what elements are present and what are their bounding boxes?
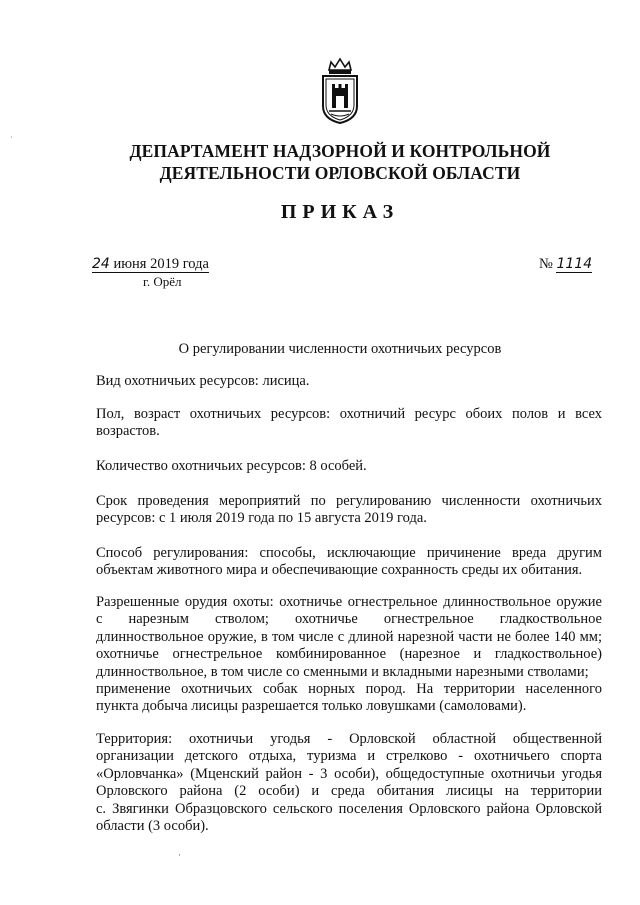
paragraph-line: Пол, возраст охотничьих ресурсов: охотничий ресурс обоих полов и всех xyxy=(96,406,602,422)
department-line-1: ДЕПАРТАМЕНТ НАДЗОРНОЙ И КОНТРОЛЬНОЙ xyxy=(129,141,551,161)
paragraph-species xyxy=(96,373,602,390)
paragraph-line: Территория: охотничьи угодья - Орловской областной общественной xyxy=(96,731,602,747)
paragraph-line: Орловского района (2 особи) и среда обитания лисицы на территории xyxy=(96,783,602,800)
paragraph-territory xyxy=(96,731,602,835)
paragraph-line: Количество охотничьих ресурсов: 8 особей. xyxy=(96,458,367,474)
paragraph-line: Способ регулирования: способы, исключающие причинение вреда другим xyxy=(96,545,602,561)
paragraph-weapons xyxy=(96,594,602,716)
order-subject: О регулировании численности охотничьих ресурсов xyxy=(178,341,502,357)
paragraph-line: организации детского отдыха, туризма и стрелково - охотничьего спорта xyxy=(96,748,602,765)
order-date xyxy=(92,256,209,273)
paragraph-line: области (3 особи). xyxy=(96,818,209,835)
paragraph-line: применение охотничьих собак норных пород. На территории населенного xyxy=(96,681,602,698)
scan-mark: · xyxy=(10,133,13,142)
paragraph-line: объектам животного мира и обеспечивающие сохранность среды их обитания. xyxy=(96,562,583,579)
paragraph-line: «Орловчанка» (Мценский район - 3 особи), общедоступные охотничьи угодья xyxy=(96,765,602,782)
paragraph-line: длинноствольное, в том числе со сменными и вкладными нарезными стволами; xyxy=(96,663,589,680)
paragraph-line: охотничье огнестрельное комбинированное (нарезное и гладкоствольное) xyxy=(96,646,602,663)
paragraph-line: пункта добыча лисицы разрешается только ловушками (самоловами). xyxy=(96,698,527,715)
paragraph-line: Разрешенные орудия охоты: охотничье огнестрельное длинноствольное оружие xyxy=(96,594,602,610)
order-number-value: 1114 xyxy=(556,256,593,272)
paragraph-line: длинноствольное оружие, в том числе с длиной нарезной части не более 140 мм; xyxy=(96,628,602,645)
paragraph-line: ресурсов: с 1 июля 2019 года по 15 августа 2019 года. xyxy=(96,510,427,527)
order-number-prefix: № xyxy=(539,256,553,272)
department-line-2: ДЕЯТЕЛЬНОСТИ ОРЛОВСКОЙ ОБЛАСТИ xyxy=(159,163,521,183)
department-name xyxy=(80,140,600,184)
order-number xyxy=(539,256,592,273)
paragraph-sex-age xyxy=(96,406,602,441)
paragraph-method xyxy=(96,545,602,580)
scan-mark: · xyxy=(178,850,181,860)
paragraph-period xyxy=(96,493,602,528)
paragraph-line: Вид охотничьих ресурсов: лисица. xyxy=(96,373,310,389)
orel-region-coat-of-arms-icon xyxy=(317,56,363,126)
order-city: г. Орёл xyxy=(143,274,182,289)
paragraph-count xyxy=(96,458,602,475)
order-day: 24 xyxy=(92,256,110,272)
order-date-rest: июня 2019 года xyxy=(113,256,209,272)
order-title: ПРИКАЗ xyxy=(280,201,400,223)
paragraph-line: с. Звягинки Образцовского сельского поселения Орловского района Орловской xyxy=(96,800,602,817)
paragraph-line: возрастов. xyxy=(96,423,160,440)
paragraph-line: Срок проведения мероприятий по регулированию численности охотничьих xyxy=(96,493,602,509)
paragraph-line: с нарезным стволом; охотничье огнестрельное гладкоствольное xyxy=(96,611,602,628)
